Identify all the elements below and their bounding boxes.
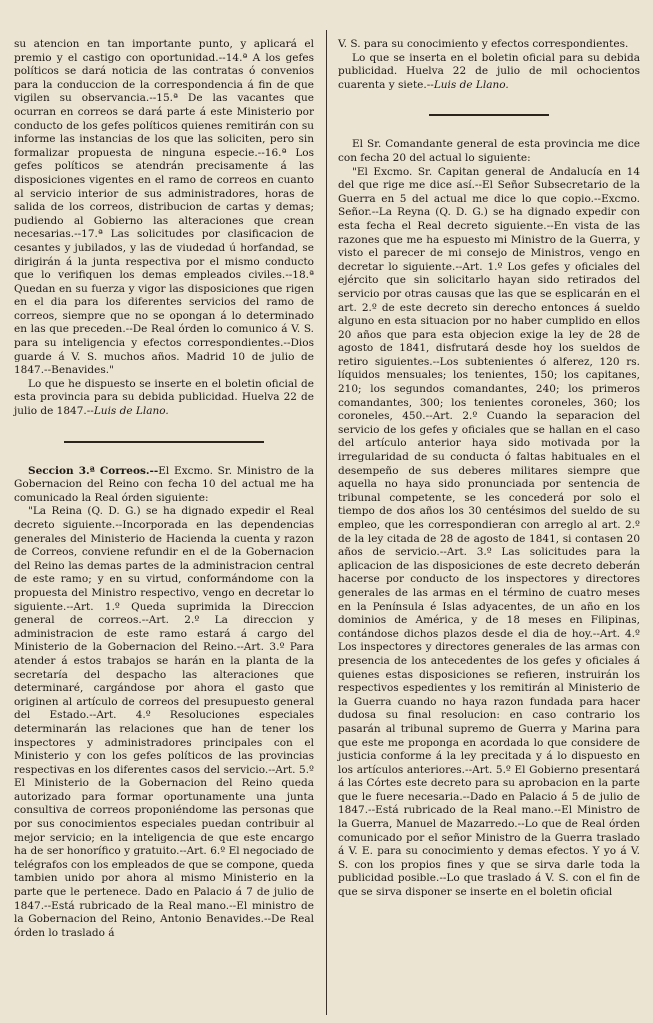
seccion-correos-intro	[14, 465, 314, 506]
right-closing-text: Lo que se inserta en el boletin oficial para su debida publicidad. Huelva 22 de julio de mil ochocientos cuarenta y siete.--	[338, 51, 640, 91]
right-signature: Luis de Llano.	[433, 78, 509, 91]
right-article-continuation: V. S. para su conocimiento y efectos correspondientes.	[338, 38, 629, 50]
left-article-continuation: su atencion en tan importante punto, y aplicará el premio y el castigo con oportunidad.--14.ª A los gefes políticos se dará noticia de las contratas ó convenios para la conduccion de la correspondencia á fin de que vigilen su observancia.--15.ª De las vacantes que ocurran en correos se dará parte á este Ministerio por conducto de los gefes políticos quienes remitirán con su informe las instancias de los que las soliciten, pero sin formalizar propuesta de ninguna especie.--16.ª Los gefes políticos se atendrán precisamente á las disposiciones vigentes en el ramo de correos en cuanto al servicio interior de sus administradores, horas de salida de los correos, distribucion de cartas y demas; pudiendo al Gobierno las alteraciones que crean necesarias.--17.ª Las solicitudes por clasificacion de cesantes y jubilados, y las de viudedad ú horfandad, se dirigirán á la junta respectiva por el mismo conducto que lo verifiquen los demas empleados civiles.--18.ª Quedan en su fuerza y vigor las disposiciones que rigen en el dia para los diferentes servicios del ramo de correos, siempre que no se opongan á lo determinado en las que preceden.--De Real órden lo comunico á V. S. para su inteligencia y efectos correspondientes.--Dios guarde á V. S. muchos años. Madrid 10 de julio de 1847.--Benavides."	[14, 38, 314, 377]
section-separator-right	[429, 114, 549, 116]
seccion-intro-text: El Excmo. Sr. Ministro de la Gobernacion del Reino con fecha 10 del actual me ha comunicado la Real órden siguiente:	[14, 464, 315, 504]
seccion-correos-decree: "La Reina (Q. D. G.) se ha dignado expedir el Real decreto siguiente.--Incorporada en las dependencias generales del Ministerio de Hacienda la cuenta y razon de Correos, conviene refundir en el de la Gobernacion del Reino las demas partes de la administracion central de este ramo; y en su virtud, conformándome con la propuesta del Ministro respectivo, vengo en decretar lo siguiente.--Art. 1.º Queda suprimida la Direccion general de correos.--Art. 2.º La direccion y administracion de este ramo estará á cargo del Ministerio de la Gobernacion del Reino.--Art. 3.º Para atender á estos trabajos se harán en la planta de la secretaría del despacho las alteraciones que determinaré, cargándose por ahora el gasto que originen al artículo de correos del presupuesto general del Estado.--Art. 4.º Resoluciones especiales determinarán las relaciones que han de tener los inspectores y administradores principales con el Ministerio y con los gefes políticos de las provincias respectivas en los diferentes casos del servicio.--Art. 5.º El Ministerio de la Gobernacion del Reino queda autorizado para formar oportunamente una junta consultiva de correos proponiéndome las personas que por sus conocimientos especiales puedan contribuir al mejor servicio; en la inteligencia de que este encargo ha de ser honorífico y gratuito.--Art. 6.º El negociado de telégrafos con los empleados de que se compone, queda tambien unido por ahora al mismo Ministerio en la parte que le pertenece. Dado en Palacio á 7 de julio de 1847.--Está rubricado de la Real mano.--El ministro de la Gobernacion del Reino, Antonio Benavides.--De Real órden lo traslado á	[14, 505, 314, 939]
right-closing-paragraph	[338, 52, 640, 93]
seccion-title: Seccion 3.ª Correos.--	[28, 464, 159, 477]
left-column	[14, 38, 314, 940]
column-divider	[326, 30, 327, 1015]
comandante-decree: "El Excmo. Sr. Capitan general de Andalucía en 14 del que rige me dice así.--El Señor Subsecretario de la Guerra en 5 del actual me dice lo que copio.--Excmo. Señor.--La Reyna (Q. D. G.) se ha dignado expedir con esta fecha el Real decreto siguiente.--En vista de las razones que me ha espuesto mi Ministro de la Guerra, y visto el parecer de mi consejo de Ministros, vengo en decretar lo siguiente.--Art. 1.º Los gefes y oficiales del ejército que sin solicitarlo hayan sido retirados del servicio por otras causas que las que se esplicarán en el art. 2.º de este decreto sin derecho entonces á sueldo alguno en esta situacion por no haber cumplido en ellos 20 años que para esta objecion exige la ley de 28 de agosto de 1841, disfrutará desde hoy los sueldos de retiro siguientes.--Los subtenientes ó alferez, 120 rs. líquidos mensuales; los tenientes, 150; los capitanes, 210; los segundos comandantes, 240; los primeros comandantes, 300; los tenientes coroneles, 360; los coroneles, 450.--Art. 2.º Cuando la separacion del servicio de los gefes y oficiales que se hallan en el caso del artículo anterior haya sido motivada por la irregularidad de su conducta ó faltas habituales en el desempeño de sus deberes militares siempre que aquella no haya sido pronunciada por sentencia de tribunal competente, se les concederá por solo el tiempo de dos años los 30 centésimos del sueldo de su empleo, que les correspondieran con arreglo al art. 2.º de la ley citada de 28 de agosto de 1841, si contasen 20 años de servicio.--Art. 3.º Las solicitudes para la aplicacion de las disposiciones de este decreto deberán hacerse por conducto de los inspectores y directores generales de las armas en el término de cuatro meses en la Península é Islas adyacentes, de un año en los dominios de América, y de 18 meses en Filipinas, contándose dichos plazos desde el dia de hoy.--Art. 4.º Los inspectores y directores generales de las armas con presencia de los antecedentes de los gefes y oficiales á quienes estas disposiciones se refieren, instruirán los respectivos espedientes y los remitirán al Ministerio de la Guerra cuando no haya razon fundada para hacer dudosa su final resolucion: en caso contrario los pasarán al tribunal supremo de Guerra y Marina para que este me proponga en acordada lo que considere de justicia conforme á la ley precitada y á lo dispuesto en los artículos anteriores.--Art. 5.º El Gobierno presentará á las Córtes este decreto para su aprobacion en la parte que le fuere necesaria.--Dado en Palacio á 5 de julio de 1847.--Está rubricado de la Real mano.--El Ministro de la Guerra, Manuel de Mazarredo.--Lo que de Real órden comunicado por el señor Ministro de la Guerra traslado á V. E. para su conocimiento y demas efectos. Y yo á V. S. con los propios fines y que se sirva darle toda la publicidad posible.--Lo que traslado á V. S. con el fin de que se sirva disponer se inserte en el boletin oficial	[338, 165, 640, 899]
left-closing-paragraph	[14, 378, 314, 419]
comandante-intro: El Sr. Comandante general de esta provincia me dice con fecha 20 del actual lo siguiente:	[338, 138, 640, 164]
section-separator	[64, 441, 264, 443]
left-closing-text: Lo que he dispuesto se inserte en el boletin oficial de esta provincia para su debida publicidad. Huelva 22 de julio de 1847.--	[14, 377, 314, 418]
right-column	[338, 38, 640, 900]
left-signature: Luis de Llano.	[93, 405, 169, 418]
